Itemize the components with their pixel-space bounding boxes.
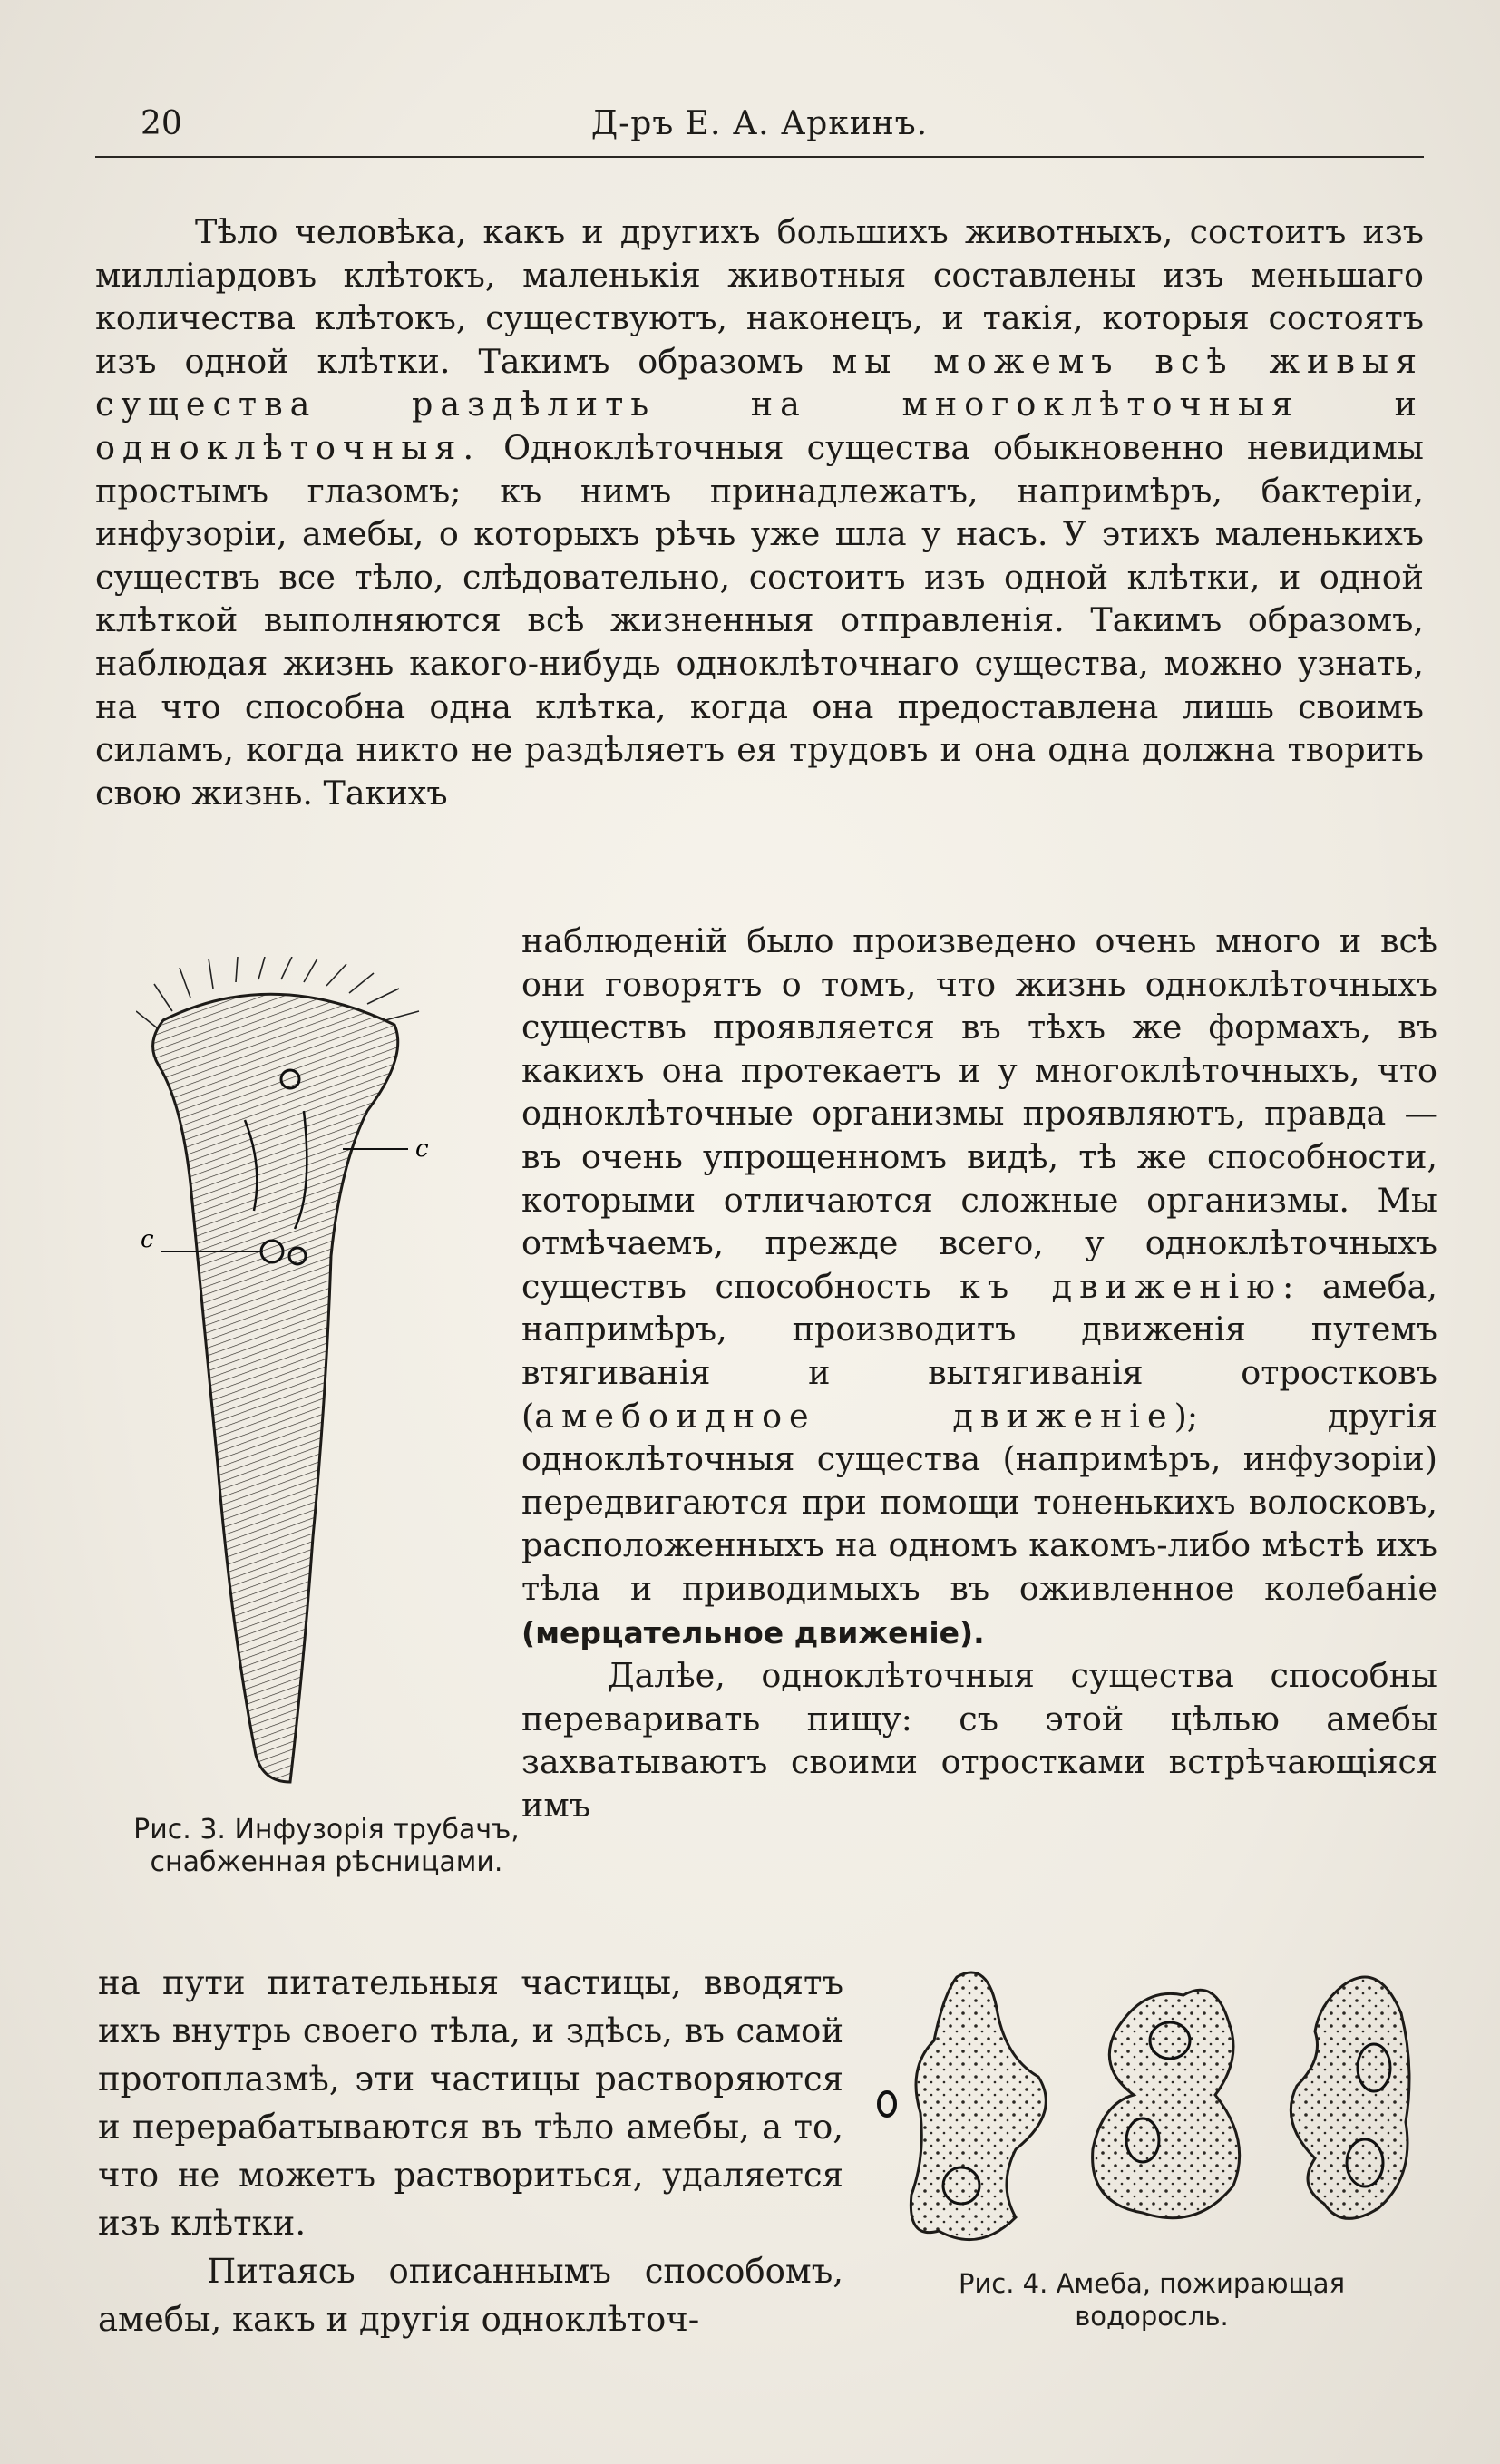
text-block-top [95,210,1424,814]
running-head: Д-ръ Е. А. Аркинъ. [590,105,929,142]
emphasis-text: амебоидное движеніе [534,1396,1174,1436]
text-span: наблюденій было произведено очень много и всѣ они говорятъ о томъ, что жизнь одноклѣточныхъ существъ проявляется въ тѣхъ же формахъ, въ какихъ она протекаетъ и у многоклѣточныхъ, что одноклѣточные организмы проявляютъ, правда — въ очень упрощенномъ видѣ, тѣ же способности, которыми отличаются сложные организмы. Мы отмѣчаемъ, прежде всего, у одноклѣточныхъ существъ способность [521,921,1437,1306]
paragraph-cells-intro [95,210,1424,814]
paragraph-digestion: Далѣе, одноклѣточныя существа способны переваривать пищу: съ этой цѣлью амебы захватываютъ своими отростками встрѣчающіяся имъ [521,1656,1437,1825]
figure-amoeba [871,1959,1451,2258]
page-header [95,98,1424,158]
figure3-caption: Рис. 3. Инфузорія трубачъ, снабженная рѣсницами. [133,1814,520,1878]
emphasis-text: къ движенію [959,1266,1282,1306]
amoeba-drawing [871,1959,1451,2258]
emphasis-text: мы можемъ всѣ живыя существа раздѣлить на многоклѣточныя и одноклѣточныя. [95,341,1424,467]
emphasis-bold-text: (мерцательное движеніе). [521,1614,985,1651]
infusoria-drawing [136,957,481,1805]
text-block-right [521,920,1437,1826]
figure4-caption: Рис. 4. Амеба, пожирающая водоросль. [958,2268,1346,2332]
paragraph-observations [521,920,1437,1654]
figure-infusoria-trumpeter [136,957,481,1805]
text-span: Одноклѣточныя существа обыкновенно невидимы простымъ глазомъ; къ нимъ принадлежатъ, напримѣръ, бактеріи, инфузоріи, амебы, о которыхъ рѣчь уже шла у насъ. У этихъ маленькихъ существъ все тѣло, слѣдовательно, состоитъ изъ одной клѣтки, и одной клѣткой выполняются всѣ жизненныя отправленія. Такимъ образомъ, наблюдая жизнь какого-нибудь одноклѣточнаго существа, можно узнать, на что способна одна клѣтка, когда она предоставлена лишь своимъ силамъ, когда никто не раздѣляетъ ея трудовъ и она одна должна творить свою жизнь. Такихъ [95,427,1424,813]
label-c-left: c [141,1226,154,1253]
text-block-bottom [98,1959,843,2343]
paragraph-digestion-cont: на пути питательныя частицы, вводятъ ихъ внутрь своего тѣла, и здѣсь, въ самой протоплазмѣ, эти частицы растворяются и перерабатываются въ тѣло амебы, а то, что не можетъ раствориться, удаляется изъ клѣтки. [98,1963,843,2243]
text-span: ); другія одноклѣточныя существа (напримѣръ, инфузоріи) передвигаются при помощи тоненькихъ волосковъ, расположенныхъ на одномъ какомъ-либо мѣстѣ ихъ тѣла и приводимыхъ въ оживленное колебаніе [521,1396,1438,1608]
page-number: 20 [141,105,182,142]
label-c-right: c [415,1135,429,1163]
text-span: Тѣло человѣка, какъ и другихъ большихъ животныхъ, состоитъ изъ милліардовъ клѣтокъ, маленькія животныя составлены изъ меньшаго количества клѣтокъ, существуютъ, наконецъ, и такія, которыя состоятъ изъ одной клѣтки. Такимъ образомъ [95,212,1424,381]
text-span: : амеба, напримѣръ, производитъ движенія путемъ втягиванія и вытягиванія отростковъ ( [521,1266,1437,1436]
paragraph-nutrition: Питаясь описаннымъ способомъ, амебы, какъ и другія одноклѣточ- [98,2252,843,2339]
